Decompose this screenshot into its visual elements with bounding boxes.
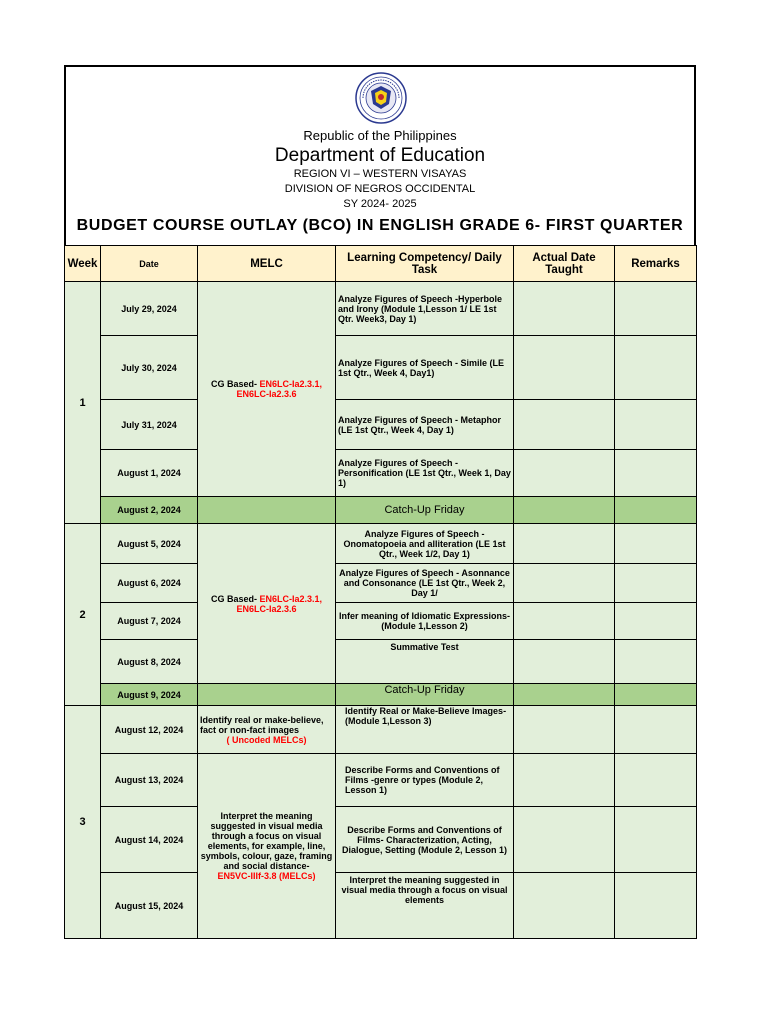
table-row [65,336,697,400]
republic-line: Republic of the Philippines [303,128,457,143]
melc-cell [198,754,336,939]
date-cell: August 7, 2024 [101,603,198,640]
date-cell: July 29, 2024 [101,282,198,336]
actual-date-cell [514,807,615,873]
melc-code: EN6LC-Ia2.3.6 [236,603,297,614]
task-cell: Summative Test [336,640,514,684]
task-cell: Analyze Figures of Speech -Hyperbole and Irony (Module 1,Lesson 1/ LE 1st Qtr. Week3, Day 1) [336,282,514,336]
melc-text: Identify real or make-believe, fact or non-fact images [200,714,324,735]
table-row [65,564,697,603]
table-row [65,524,697,564]
date-cell: July 30, 2024 [101,336,198,400]
date-cell: August 6, 2024 [101,564,198,603]
melc-cell [198,282,336,497]
actual-date-cell [514,497,615,524]
remarks-cell [615,450,697,497]
actual-date-cell [514,684,615,706]
actual-date-cell [514,282,615,336]
actual-date-cell [514,640,615,684]
document-header [66,67,694,247]
date-cell: August 12, 2024 [101,706,198,754]
table-row [65,706,697,754]
melc-code: EN5VC-IIIf-3.8 (MELCs) [217,871,316,881]
date-cell: August 5, 2024 [101,524,198,564]
table-row [65,450,697,497]
date-cell: August 2, 2024 [101,497,198,524]
remarks-cell [615,754,697,807]
remarks-cell [615,684,697,706]
table-row [65,400,697,450]
melc-header: MELC [198,246,336,282]
melc-prefix: CG Based- [210,379,260,389]
catch-up-label: Catch-Up Friday [336,684,514,706]
melc-code: EN6LC-Ia2.3.1, [259,379,323,389]
week-number: 1 [65,282,101,524]
remarks-cell [615,336,697,400]
date-cell: August 9, 2024 [101,684,198,706]
actual-date-cell [514,754,615,807]
task-cell: Describe Forms and Conventions of Films- Characterization, Acting, Dialogue, Setting (Module 2, Lesson 1) [336,807,514,873]
week-number: 2 [65,524,101,706]
remarks-cell [615,603,697,640]
task-cell: Analyze Figures of Speech - Simile (LE 1st Qtr., Week 4, Day1) [336,336,514,400]
table-row [65,640,697,684]
remarks-cell [615,873,697,939]
remarks-header: Remarks [615,246,697,282]
melc-code: ( Uncoded MELCs) [226,734,307,745]
actual-date-header: Actual Date Taught [514,246,615,282]
melc-prefix: CG Based- [210,593,260,604]
document-title: BUDGET COURSE OUTLAY (BCO) IN ENGLISH GRADE 6- FIRST QUARTER [76,217,684,234]
division-line: DIVISION OF NEGROS OCCIDENTAL [284,183,476,195]
school-year-line: SY 2024- 2025 [343,198,417,210]
task-header: Learning Competency/ Daily Task [336,246,514,282]
catch-up-label: Catch-Up Friday [336,497,514,524]
melc-cell [198,524,336,684]
task-cell: Analyze Figures of Speech - Onomatopoeia and alliteration (LE 1st Qtr., Week 1/2, Day 1) [336,524,514,564]
remarks-cell [615,282,697,336]
actual-date-cell [514,400,615,450]
date-cell: August 14, 2024 [101,807,198,873]
remarks-cell [615,640,697,684]
actual-date-cell [514,524,615,564]
date-header: Date [101,246,198,282]
melc-code: EN6LC-Ia2.3.6 [236,389,297,399]
catch-up-row [65,684,697,706]
melc-cell [198,684,336,706]
table-row [65,807,697,873]
table-row [65,603,697,640]
task-cell: Interpret the meaning suggested in visual media through a focus on visual elements [336,873,514,939]
remarks-cell [615,807,697,873]
actual-date-cell [514,336,615,400]
table-header-row [65,246,697,282]
actual-date-cell [514,706,615,754]
task-cell: Analyze Figures of Speech - Personification (LE 1st Qtr., Week 1, Day 1) [336,450,514,497]
catch-up-row [65,497,697,524]
melc-code: EN6LC-Ia2.3.1, [259,593,323,604]
remarks-cell [615,706,697,754]
deped-seal-logo [355,72,407,124]
task-cell: Describe Forms and Conventions of Films -genre or types (Module 2, Lesson 1) [336,754,514,807]
date-cell: August 13, 2024 [101,754,198,807]
melc-cell [198,706,336,754]
remarks-cell [615,564,697,603]
task-cell: Analyze Figures of Speech - Metaphor (LE 1st Qtr., Week 4, Day 1) [336,400,514,450]
actual-date-cell [514,450,615,497]
remarks-cell [615,497,697,524]
course-outlay-table [64,245,697,939]
remarks-cell [615,524,697,564]
date-cell: August 15, 2024 [101,873,198,939]
date-cell: August 8, 2024 [101,640,198,684]
table-row [65,754,697,807]
week-number: 3 [65,706,101,939]
task-cell: Infer meaning of Idiomatic Expressions-(Module 1,Lesson 2) [336,603,514,640]
table-row [65,873,697,939]
actual-date-cell [514,564,615,603]
region-line: REGION VI – WESTERN VISAYAS [293,168,467,180]
week-header: Week [65,246,101,282]
date-cell: July 31, 2024 [101,400,198,450]
date-cell: August 1, 2024 [101,450,198,497]
actual-date-cell [514,873,615,939]
remarks-cell [615,400,697,450]
department-name: Department of Education [274,145,486,166]
melc-text: Interpret the meaning suggested in visual media through a focus on visual elements, for example, line, symbols, colour, gaze, framing and social distance- [200,811,333,871]
actual-date-cell [514,603,615,640]
table-row [65,282,697,336]
melc-cell [198,497,336,524]
task-cell: Analyze Figures of Speech - Asonnance and Consonance (LE 1st Qtr., Week 2, Day 1/ [336,564,514,603]
task-cell: Identify Real or Make-Believe Images-(Module 1,Lesson 3) [336,706,514,754]
